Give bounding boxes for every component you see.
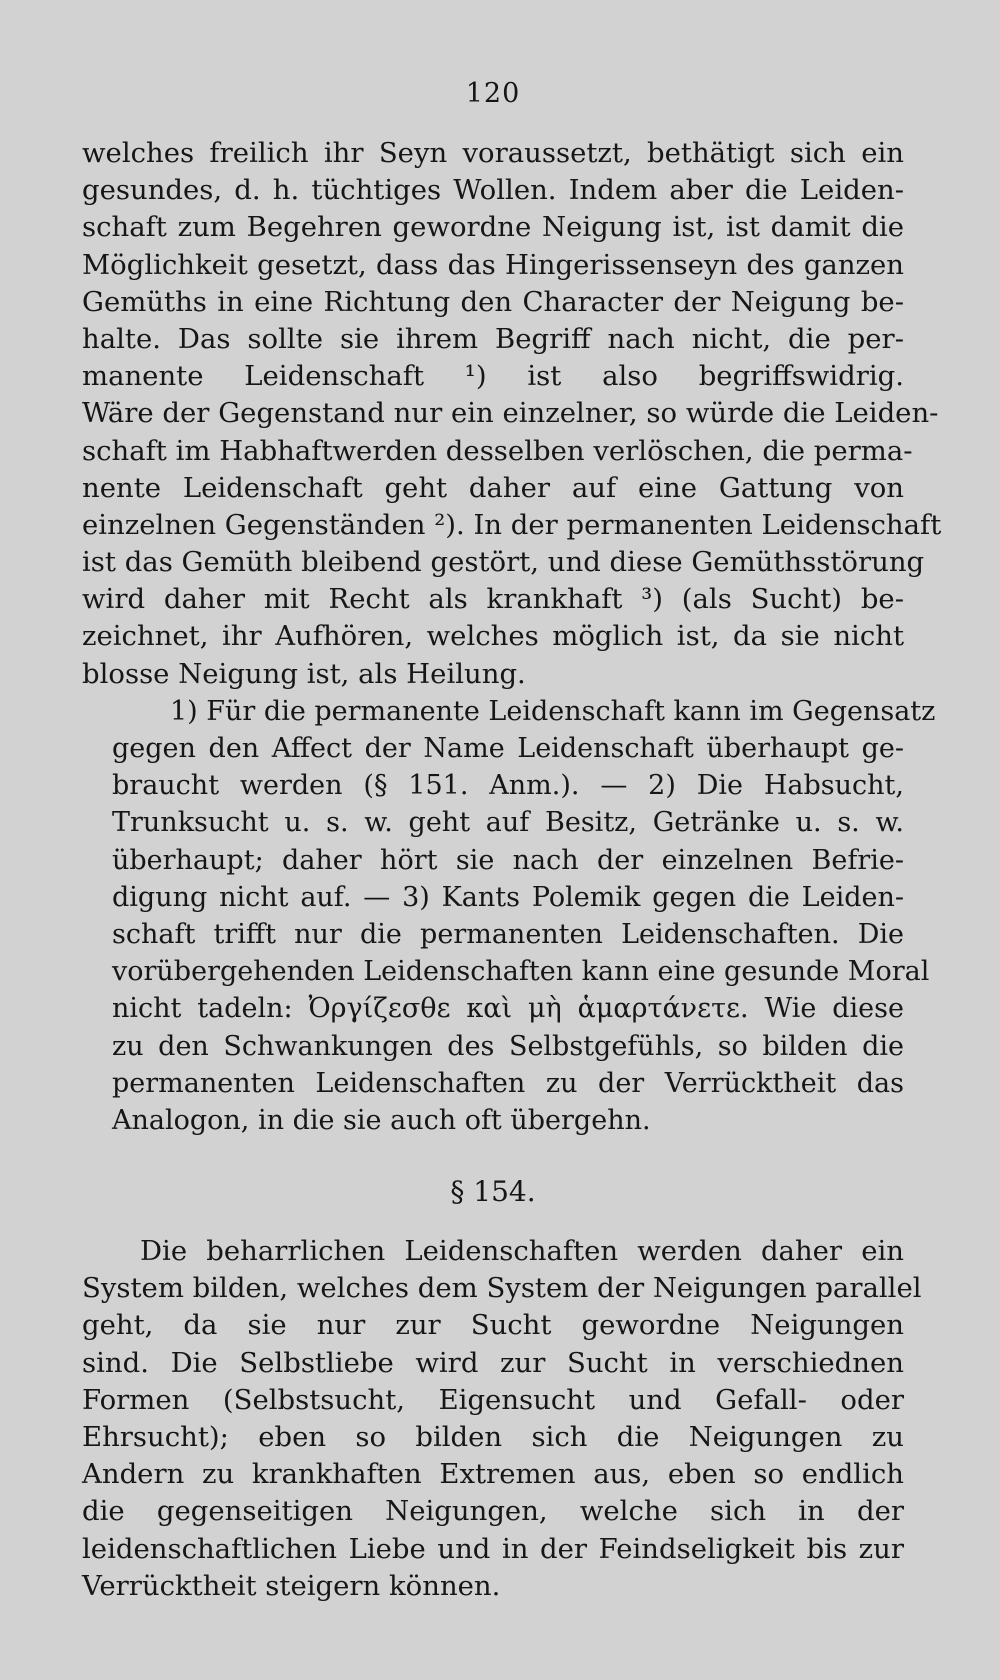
- footnote-line: Trunksucht u. s. w. geht auf Besitz, Getränke u. s. w.: [112, 807, 904, 839]
- text-line: sind. Die Selbstliebe wird zur Sucht in verschiednen: [82, 1346, 904, 1379]
- text-line: halte. Das sollte sie ihrem Begriff nach nicht, die per-: [82, 322, 904, 355]
- footnote-line: zu den Schwankungen des Selbstgefühls, so bilden die: [112, 1030, 904, 1062]
- text-line: Ehrsucht); eben so bilden sich die Neigungen zu: [82, 1421, 904, 1453]
- text-line: Gemüths in eine Richtung den Character der Neigung be-: [82, 285, 904, 318]
- text-line: zeichnet, ihr Aufhören, welches möglich ist, da sie nicht: [82, 620, 904, 653]
- text-line: nente Leidenschaft geht daher auf eine Gattung von: [82, 471, 904, 504]
- text-line: leidenschaftlichen Liebe und in der Feindseligkeit bis zur: [82, 1532, 904, 1565]
- text-line: Wäre der Gegenstand nur ein einzelner, so würde die Leiden-: [82, 397, 939, 430]
- footnote-line: 1) Für die permanente Leidenschaft kann im Gegensatz: [170, 695, 936, 727]
- text-line: einzelnen Gegenständen ²). In der permanenten Leidenschaft: [82, 508, 942, 541]
- footnote-line: nicht tadeln: Ὀργίζεσθε καὶ μὴ ἁμαρτάνετε. Wie diese: [112, 993, 904, 1025]
- footnote-line: Analogon, in die sie auch oft übergehn.: [112, 1104, 651, 1136]
- footnote-line: gegen den Affect der Name Leidenschaft überhaupt ge-: [112, 733, 904, 764]
- text-line: manente Leidenschaft ¹) ist also begriffswidrig.: [82, 360, 904, 393]
- text-line: Möglichkeit gesetzt, dass das Hingerissenseyn des ganzen: [82, 248, 904, 281]
- text-line: Andern zu krankhaften Extremen aus, eben so endlich: [82, 1458, 904, 1491]
- text-line: wird daher mit Recht als krankhaft ³) (als Sucht) be-: [82, 583, 904, 616]
- paragraph-main: [82, 135, 942, 693]
- text-line: schaft zum Begehren gewordne Neigung ist, ist damit die: [82, 211, 904, 244]
- text-line: schaft im Habhaftwerden desselben verlöschen, die perma-: [82, 434, 913, 467]
- text-line: blosse Neigung ist, als Heilung.: [82, 657, 526, 690]
- text-line: gesundes, d. h. tüchtiges Wollen. Indem aber die Leiden-: [82, 174, 904, 207]
- footnote-line: vorübergehenden Leidenschaften kann eine gesunde Moral: [112, 956, 930, 988]
- text-line: geht, da sie nur zur Sucht gewordne Neigungen: [82, 1309, 904, 1342]
- text-line: Die beharrlichen Leidenschaften werden daher ein: [140, 1235, 904, 1268]
- page-number: 120: [465, 78, 521, 109]
- text-line: Verrücktheit steigern können.: [82, 1569, 501, 1602]
- text-line: die gegenseitigen Neigungen, welche sich in der: [82, 1495, 904, 1528]
- footnotes: [82, 693, 936, 1139]
- footnote-line: braucht werden (§ 151. Anm.). — 2) Die Habsucht,: [112, 770, 904, 802]
- text-line: welches freilich ihr Seyn voraussetzt, bethätigt sich ein: [82, 137, 904, 169]
- footnote-line: überhaupt; daher hört sie nach der einzelnen Befrie-: [112, 844, 904, 876]
- footnote-line: permanenten Leidenschaften zu der Verrücktheit das: [112, 1067, 904, 1099]
- section-heading: § 154.: [450, 1175, 536, 1209]
- paragraph-section-154: [82, 1233, 922, 1605]
- text-line: Formen (Selbstsucht, Eigensucht und Gefall- oder: [82, 1383, 904, 1416]
- text-line: System bilden, welches dem System der Neigungen parallel: [82, 1272, 922, 1305]
- footnote-line: digung nicht auf. — 3) Kants Polemik gegen die Leiden-: [112, 881, 904, 913]
- text-line: ist das Gemüth bleibend gestört, und diese Gemüthsstörung: [82, 546, 925, 579]
- footnote-line: schaft trifft nur die permanenten Leidenschaften. Die: [112, 918, 904, 950]
